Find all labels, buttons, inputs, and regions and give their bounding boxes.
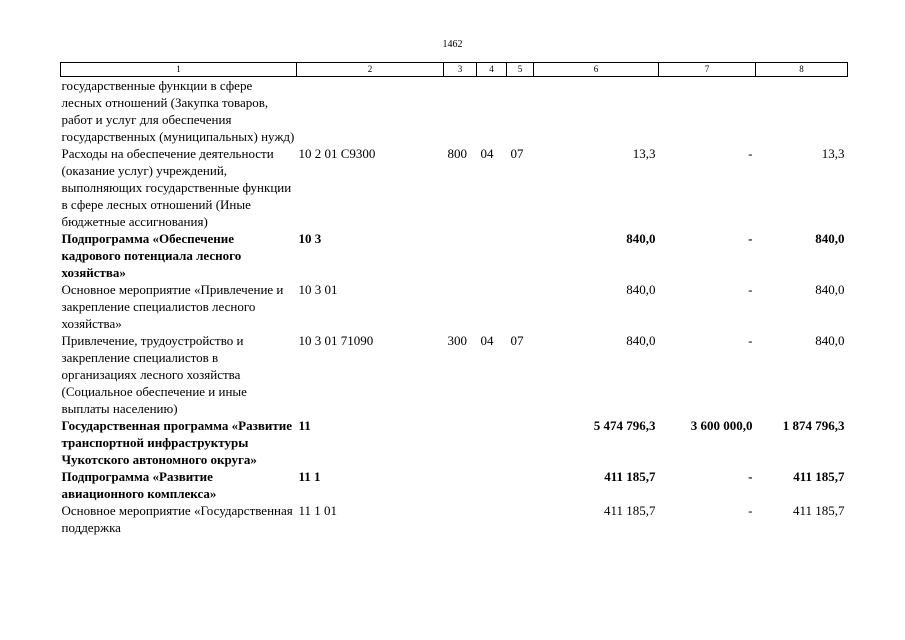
amount-federal: -: [748, 503, 753, 518]
target-article-code: 11: [298, 418, 311, 433]
table-row: [61, 281, 848, 332]
table-row: [61, 145, 848, 230]
amount-federal: [659, 77, 756, 146]
section-code: [477, 502, 507, 536]
row-name: государственные функции в сфере лесных отношений (Закупка товаров, работ и услуг для обеспечения государственных (муниципальных) нужд): [61, 78, 295, 144]
subsection-code: [507, 502, 534, 536]
row-name: Государственная программа «Развитие транспортной инфраструктуры Чукотского автономного округа»: [61, 418, 292, 467]
amount-total: 5 474 796,3: [593, 418, 656, 433]
target-article-code: 11 1: [298, 469, 321, 484]
table-body: [61, 77, 848, 537]
subsection-code: [507, 468, 534, 502]
amount-federal: -: [748, 146, 753, 161]
amount-regional: 411 185,7: [793, 469, 845, 484]
expense-type-code: 300: [447, 333, 467, 348]
amount-federal: -: [748, 282, 753, 297]
amount-regional: 1 874 796,3: [782, 418, 845, 433]
target-article-code: [297, 77, 444, 146]
expense-type-code: [444, 281, 477, 332]
section-code: 04: [480, 333, 494, 348]
amount-total: 13,3: [632, 146, 656, 161]
target-article-code: 10 3 01: [298, 282, 338, 297]
row-name: Основное мероприятие «Привлечение и закрепление специалистов лесного хозяйства»: [61, 282, 284, 331]
amount-regional: 840,0: [815, 333, 845, 348]
section-code: [477, 417, 507, 468]
amount-regional: 411 185,7: [792, 503, 845, 518]
amount-total: 840,0: [626, 231, 656, 246]
expense-type-code: [444, 230, 477, 281]
table-row: [61, 77, 848, 146]
expense-type-code: [444, 502, 477, 536]
column-number: 1: [61, 63, 297, 77]
subsection-code: [507, 417, 534, 468]
subsection-code: [507, 281, 534, 332]
column-number: 8: [756, 63, 848, 77]
column-number-row: [61, 63, 848, 77]
target-article-code: 10 3: [298, 231, 322, 246]
column-number: 2: [297, 63, 444, 77]
amount-total: 840,0: [626, 333, 656, 348]
amount-total: 411 185,7: [604, 469, 656, 484]
row-name: Основное мероприятие «Государственная поддержка: [61, 503, 293, 535]
amount-regional: 13,3: [821, 146, 845, 161]
table-row: [61, 230, 848, 281]
budget-table: [60, 62, 848, 536]
amount-regional: [756, 77, 848, 146]
amount-federal: 3 600 000,0: [690, 418, 753, 433]
table-row: [61, 332, 848, 417]
row-name: Подпрограмма «Обеспечение кадрового потенциала лесного хозяйства»: [61, 231, 242, 280]
table-row: [61, 468, 848, 502]
section-code: [477, 230, 507, 281]
target-article-code: 10 3 01 71090: [298, 333, 374, 348]
row-name: Подпрограмма «Развитие авиационного комплекса»: [61, 469, 217, 501]
column-number: 7: [659, 63, 756, 77]
column-number: 5: [507, 63, 534, 77]
section-code: [477, 77, 507, 146]
amount-regional: 840,0: [815, 282, 845, 297]
amount-regional: 840,0: [815, 231, 845, 246]
section-code: [477, 468, 507, 502]
expense-type-code: [444, 77, 477, 146]
subsection-code: 07: [510, 333, 524, 348]
amount-federal: -: [748, 469, 753, 484]
column-number: 4: [477, 63, 507, 77]
expense-type-code: [444, 468, 477, 502]
row-name: Расходы на обеспечение деятельности (оказание услуг) учреждений, выполняющих государственные функции в сфере лесных отношений (Иные бюджетные ассигнования): [61, 146, 292, 229]
table-row: [61, 417, 848, 468]
amount-federal: -: [748, 333, 753, 348]
page-number: 1462: [442, 39, 463, 50]
section-code: 04: [480, 146, 494, 161]
subsection-code: 07: [510, 146, 524, 161]
amount-total: 840,0: [626, 282, 656, 297]
target-article-code: 10 2 01 С9300: [298, 146, 376, 161]
column-number: 3: [444, 63, 477, 77]
target-article-code: 11 1 01: [298, 503, 338, 518]
expense-type-code: 800: [447, 146, 467, 161]
amount-total: [534, 77, 659, 146]
section-code: [477, 281, 507, 332]
amount-federal: -: [748, 231, 753, 246]
expense-type-code: [444, 417, 477, 468]
amount-total: 411 185,7: [603, 503, 656, 518]
row-name: Привлечение, трудоустройство и закрепление специалистов в организациях лесного хозяйства (Социальное обеспечение и иные выплаты населению): [61, 333, 247, 416]
column-number: 6: [534, 63, 659, 77]
subsection-code: [507, 230, 534, 281]
table-row: [61, 502, 848, 536]
subsection-code: [507, 77, 534, 146]
